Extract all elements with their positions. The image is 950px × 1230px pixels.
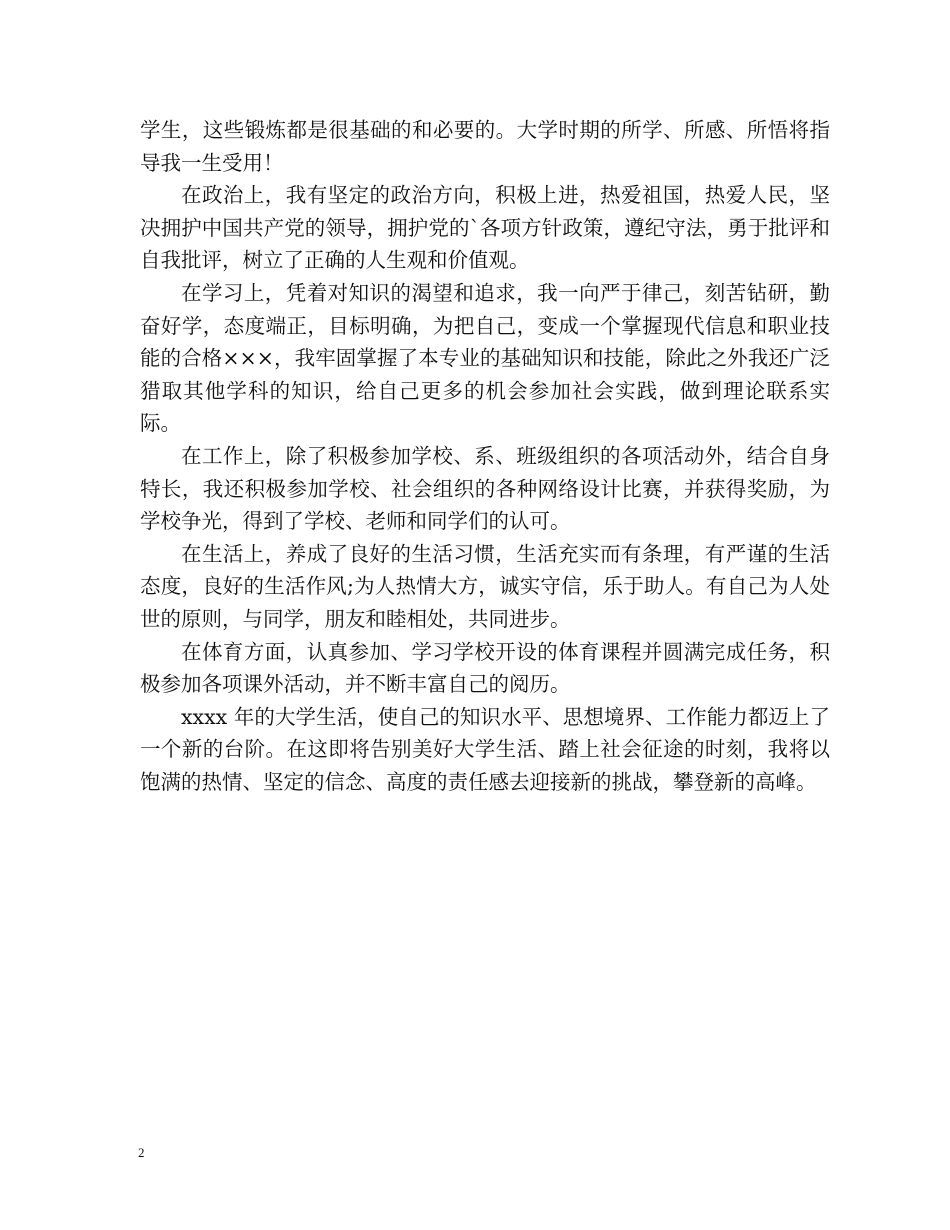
paragraph-continuation: 学生，这些锻炼都是很基础的和必要的。大学时期的所学、所感、所悟将指导我一生受用！	[140, 118, 830, 175]
paragraph-work: 在工作上，除了积极参加学校、系、班级组织的各项活动外，结合自身特长，我还积极参加学校、社会组织的各种网络设计比赛，并获得奖励，为学校争光，得到了学校、老师和同学们的认可。	[140, 443, 830, 534]
paragraph-study: 在学习上，凭着对知识的渴望和追求，我一向严于律己，刻苦钻研，勤奋好学，态度端正，目标明确，为把自己，变成一个掌握现代信息和职业技能的合格×××，我牢固掌握了本专业的基础知识和技能，除此之外我还广泛猎取其他学科的知识，给自己更多的机会参加社会实践，做到理论联系实际。	[140, 280, 830, 436]
paragraph-life: 在生活上，养成了良好的生活习惯，生活充实而有条理，有严谨的生活态度，良好的生活作风;为人热情大方，诚实守信，乐于助人。有自己为人处世的原则，与同学，朋友和睦相处，共同进步。	[140, 541, 830, 631]
paragraph-conclusion: xxxx 年的大学生活，使自己的知识水平、思想境界、工作能力都迈上了一个新的台阶。在这即将告别美好大学生活、踏上社会征途的时刻，我将以饱满的热情、坚定的信念、高度的责任感去迎接新的挑战，攀登新的高峰。	[140, 704, 830, 794]
paragraph-sports: 在体育方面，认真参加、学习学校开设的体育课程并圆满完成任务，积极参加各项课外活动，并不断丰富自己的阅历。	[140, 639, 830, 697]
document-body	[140, 114, 830, 798]
page-number: 2	[138, 1145, 145, 1160]
paragraph-politics: 在政治上，我有坚定的政治方向，积极上进，热爱祖国，热爱人民，坚决拥护中国共产党的领导，拥护党的`各项方针政策，遵纪守法，勇于批评和自我批评，树立了正确的人生观和价值观。	[140, 183, 830, 273]
